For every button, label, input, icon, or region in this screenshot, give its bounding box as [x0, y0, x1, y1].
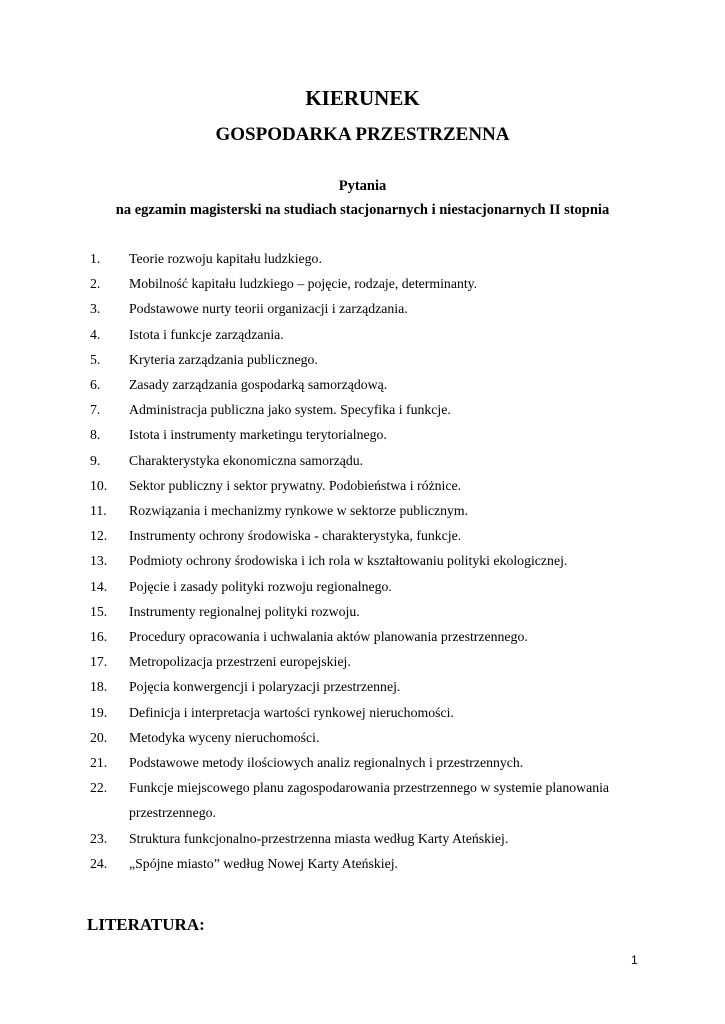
question-item [0, 775, 725, 825]
question-item [0, 649, 725, 674]
question-number: 9. [90, 452, 101, 468]
question-number: 6. [90, 377, 101, 393]
question-number: 8. [90, 427, 101, 443]
question-text: Pojęcia konwergencji i polaryzacji przestrzennej. [129, 679, 401, 695]
question-number: 15. [90, 603, 108, 619]
question-text: Rozwiązania i mechanizmy rynkowe w sektorze publicznym. [129, 503, 469, 519]
question-text: Procedury opracowania i uchwalania aktów planowania przestrzennego. [129, 629, 528, 645]
question-text: Mobilność kapitału ludzkiego – pojęcie, rodzaje, determinanty. [129, 276, 478, 292]
question-number: 12. [90, 528, 108, 544]
questions-heading: Pytania [338, 178, 387, 194]
question-text: Definicja i interpretacja wartości rynkowej nieruchomości. [129, 704, 454, 720]
question-text: Istota i funkcje zarządzania. [129, 326, 284, 342]
question-text: Podstawowe nurty teorii organizacji i zarządzania. [129, 301, 408, 317]
question-item [0, 548, 725, 573]
question-number: 22. [90, 780, 108, 796]
question-number: 10. [90, 477, 108, 493]
question-text: Funkcje miejscowego planu zagospodarowania przestrzennego w systemie planowania przestrzennego. [129, 780, 610, 821]
question-number: 21. [90, 755, 108, 771]
question-number: 7. [90, 402, 101, 418]
question-number: 23. [90, 830, 108, 846]
question-number: 13. [90, 553, 108, 569]
question-item [0, 448, 725, 473]
question-text: Instrumenty ochrony środowiska - charakterystyka, funkcje. [129, 528, 462, 544]
question-text: Instrumenty regionalnej polityki rozwoju. [129, 603, 360, 619]
question-text: Metodyka wyceny nieruchomości. [129, 729, 320, 745]
question-number: 17. [90, 654, 108, 670]
question-text: Sektor publiczny i sektor prywatny. Podobieństwa i różnice. [129, 477, 462, 493]
page-number: 1 [631, 953, 638, 967]
question-item [0, 473, 725, 498]
question-number: 18. [90, 679, 108, 695]
question-number: 14. [90, 578, 108, 594]
question-item [0, 674, 725, 699]
question-text: „Spójne miasto” według Nowej Karty Ateńskiej. [129, 855, 398, 871]
question-text: Podmioty ochrony środowiska i ich rola w kształtowaniu polityki ekologicznej. [129, 553, 568, 569]
question-number: 24. [90, 855, 108, 871]
question-item [0, 750, 725, 775]
question-number: 4. [90, 326, 101, 342]
question-number: 16. [90, 629, 108, 645]
question-item [0, 246, 725, 271]
question-item [0, 599, 725, 624]
question-item [0, 296, 725, 321]
question-item [0, 826, 725, 851]
question-text: Podstawowe metody ilościowych analiz regionalnych i przestrzennych. [129, 755, 524, 771]
question-text: Istota i instrumenty marketingu terytorialnego. [129, 427, 387, 443]
questions-list [0, 246, 725, 876]
question-item [0, 725, 725, 750]
question-number: 1. [90, 251, 101, 266]
page-subtitle: GOSPODARKA PRZESTRZENNA [215, 124, 510, 145]
question-item [0, 422, 725, 447]
question-text: Teorie rozwoju kapitału ludzkiego. [129, 251, 322, 266]
question-number: 5. [90, 351, 101, 367]
question-item [0, 624, 725, 649]
question-item [0, 700, 725, 725]
question-item [0, 851, 725, 876]
question-item [0, 347, 725, 372]
question-number: 11. [90, 503, 107, 519]
question-number: 19. [90, 704, 108, 720]
question-item [0, 322, 725, 347]
question-number: 3. [90, 301, 101, 317]
question-item [0, 271, 725, 296]
question-text: Charakterystyka ekonomiczna samorządu. [129, 452, 364, 468]
question-item [0, 523, 725, 548]
literature-heading: LITERATURA: [87, 915, 205, 934]
question-number: 20. [90, 729, 108, 745]
question-text: Kryteria zarządzania publicznego. [129, 351, 318, 367]
page-title: KIERUNEK [305, 86, 420, 110]
question-item [0, 397, 725, 422]
question-item [0, 574, 725, 599]
question-number: 2. [90, 276, 101, 292]
question-text: Metropolizacja przestrzeni europejskiej. [129, 654, 351, 670]
question-text: Administracja publiczna jako system. Specyfika i funkcje. [129, 402, 451, 418]
question-item [0, 498, 725, 523]
exam-description: na egzamin magisterski na studiach stacjonarnych i niestacjonarnych II stopnia [115, 202, 610, 218]
question-item [0, 372, 725, 397]
question-text: Struktura funkcjonalno-przestrzenna miasta według Karty Ateńskiej. [129, 830, 509, 846]
question-text: Pojęcie i zasady polityki rozwoju regionalnego. [129, 578, 392, 594]
question-text: Zasady zarządzania gospodarką samorządową. [129, 377, 388, 393]
